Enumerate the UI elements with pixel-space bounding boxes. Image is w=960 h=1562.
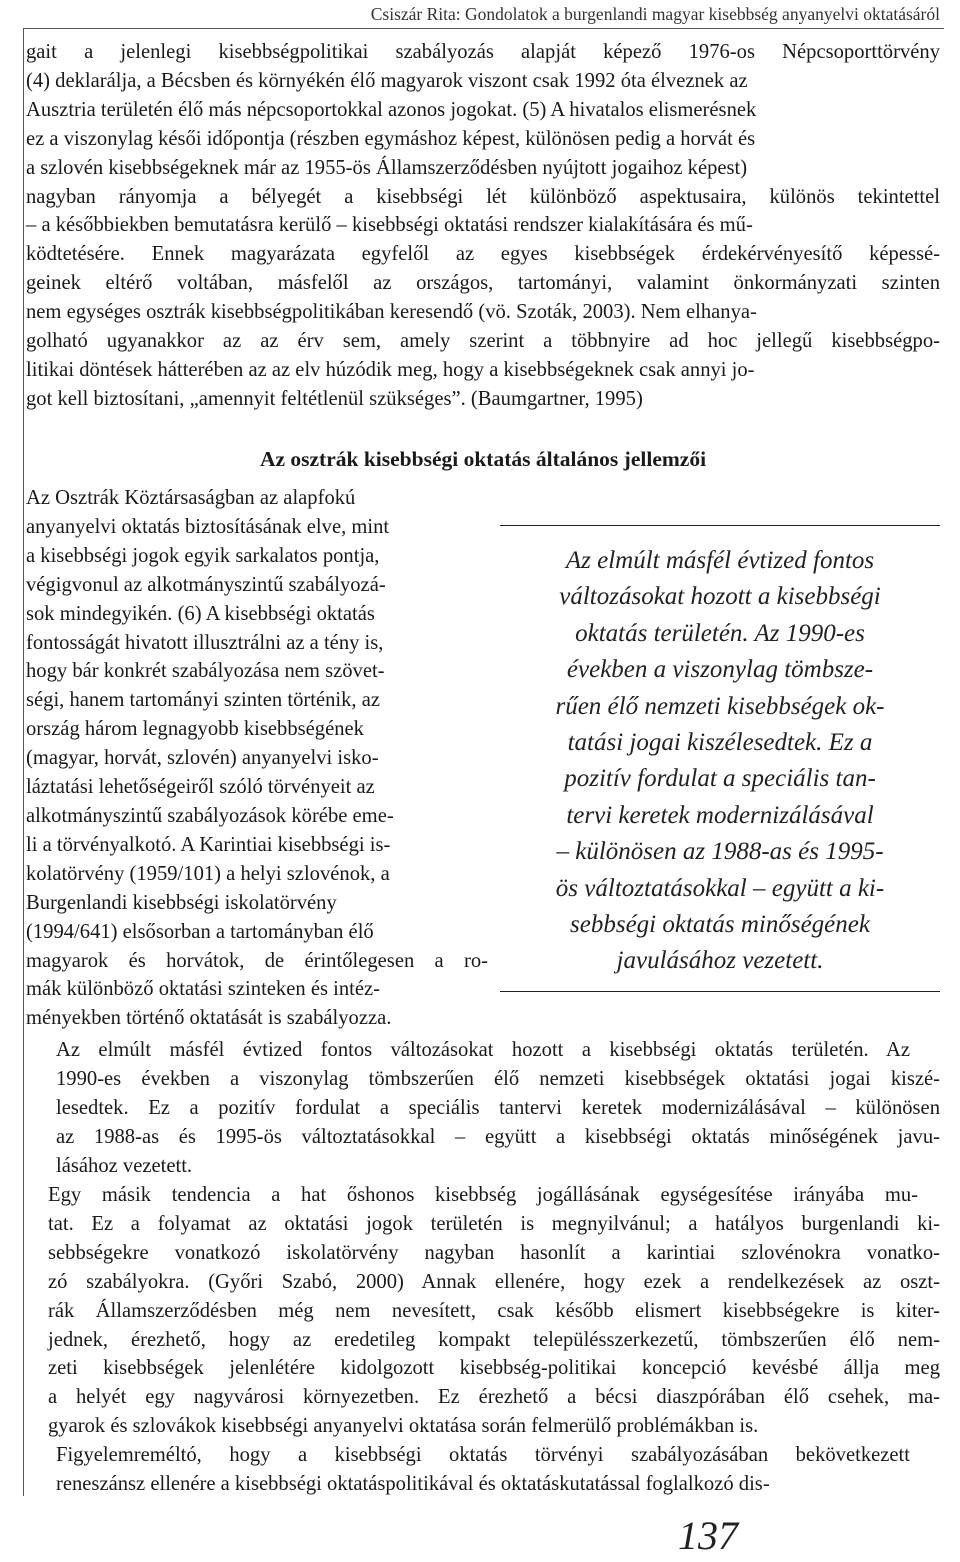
text-line: golható ugyanakkor az az érv sem, amely szerint a többnyire ad hoc jellegű kisebbségpo- [26,330,940,353]
text-line: a szlovén kisebbségeknek már az 1955-ös Államszerződésben nyújtott jogaihoz képest) [26,156,748,179]
paragraph-changes [26,1036,940,1181]
text-line: got kell biztosítani, „amennyit feltétlenül szükséges”. (Baumgartner, 1995) [26,387,643,410]
text-line: zeti kisebbségek jelenlétére kidolgozott kisebbség-politikai koncepció kevésbé állja meg [48,1357,940,1380]
text-line: rák Államszerződésben még nem nevesített, csak később elismert kisebbségekre is kiter- [48,1299,940,1322]
pull-quote-line: években a viszonylag tömbsze- [566,656,874,684]
header-rule [24,28,944,29]
text-line: nem egységes osztrák kisebbségpolitikában keresendő (vö. Szoták, 2003). Nem elhanya- [26,301,757,324]
pull-quote-line: pozitív fordulat a speciális tan- [564,765,876,793]
text-line: sebbségekre vonatkozó iskolatörvény nagyban hasonlít a karintiai szlovénokra vonatko- [48,1241,940,1264]
text-line: gait a jelenlegi kisebbségpolitikai szabályozás alapját képező 1976-os Népcsoporttörvény [26,41,940,63]
text-line: zó szabályokra. (Győri Szabó, 2000) Annak ellenére, hogy ezek a rendelkezések az oszt- [48,1270,940,1293]
text-line: Az elmúlt másfél évtized fontos változásokat hozott a kisebbségi oktatás területén. Az [56,1039,910,1061]
text-line: a helyét egy nagyvárosi környezetben. Ez érezhető a bécsi diaszpórában élő csehek, ma- [48,1386,940,1409]
text-line: ködtetésére. Ennek magyarázata egyfelől az egyes kisebbségek érdekérvényesítő képessé- [26,243,940,266]
text-line: reneszánsz ellenére a kisebbségi oktatáspolitikával és oktatáskutatással foglalkozó dis- [56,1472,770,1495]
text-line: li a törvényalkotó. A Karintiai kisebbségi is- [26,833,391,856]
column-paragraph [26,484,488,1033]
text-line: gyarok és szlovákok kisebbségi anyanyelvi oktatása során felmerülő problémákban is. [48,1415,759,1438]
pull-quote-box [500,525,940,991]
text-line: Burgenlandi kisebbségi iskolatörvény [26,891,337,914]
pull-quote-bottom-rule [500,991,940,992]
text-line: Ausztria területén élő más népcsoportokkal azonos jogokat. (5) A hivatalos elismerésnek [26,98,757,121]
text-line: kolatörvény (1959/101) a helyi szlovénok, a [26,862,390,885]
text-line: geinek eltérő voltában, másfelől az országos, tartományi, valamint önkormányzati szinten [26,272,940,295]
text-line: sok mindegyikén. (6) A kisebbségi oktatás [26,602,375,625]
text-line: 1990-es években a viszonylag tömbszerűen élő nemzeti kisebbségek oktatási jogai kiszé- [56,1067,940,1090]
pull-quote-line: Az elmúlt másfél évtized fontos [565,547,875,574]
text-line: mák különböző oktatási szinteken és intéz- [26,978,380,1001]
pull-quote-line: – különösen az 1988-as és 1995- [556,838,884,866]
running-title: Csiszár Rita: Gondolatok a burgenlandi magyar kisebbség anyanyelvi oktatásáról [370,4,940,24]
text-line: anyanyelvi oktatás biztosításának elve, mint [26,515,390,538]
pull-quote-top-rule [500,525,940,526]
text-line: magyarok és horvátok, de érintőlegesen a ro- [26,949,488,972]
paragraph-intro [26,38,940,414]
text-line: végigvonul az alkotmányszintű szabályozá- [26,573,386,596]
text-line: litikai döntések hátterében az az elv húzódik meg, hogy a kisebbségeknek csak annyi jo- [26,358,755,381]
paragraph-renaissance [26,1441,940,1499]
text-line: ségi, hanem tartományi szinten történik, az [26,689,380,712]
text-line: (1994/641) elsősorban a tartományban élő [26,920,374,943]
text-line: láztatási lehetőségeiről szóló törvényeit az [26,776,375,799]
pull-quote-line: ös változtatásokkal – együtt a ki- [555,874,885,902]
text-line: Az Osztrák Köztársaságban az alapfokú [26,487,356,509]
pull-quote-line: változásokat hozott a kisebbségi [559,583,881,611]
text-line: ország három legnagyobb kisebbségének [26,718,364,741]
text-line: lásához vezetett. [56,1154,193,1177]
text-line: jednek, érezhető, hogy az eredetileg kompakt településszerkezetű, tömbszerűen élő nem- [48,1328,940,1351]
pull-quote-line: oktatás területén. Az 1990-es [575,619,865,647]
text-line: – a későbbiekben bemutatásra kerülő – kisebbségi oktatási rendszer kialakítására és mű- [26,214,753,237]
pull-quote-line: sebbségi oktatás minőségének [570,911,870,939]
pull-quote [500,543,940,980]
text-line: ményekben történő oktatását is szabályozza. [26,1007,392,1030]
pull-quote-line: rűen élő nemzeti kisebbségek ok- [555,692,885,720]
text-line: lesedtek. Ez a pozitív fordulat a speciális tantervi keretek modernizálásával – különösen [56,1096,940,1119]
text-line: tat. Ez a folyamat az oktatási jogok területén is megnyilvánul; a hatályos burgenlandi ki- [48,1212,940,1235]
text-line: nagyban rányomja a bélyegét a kisebbségi lét különböző aspektusaira, különös tekintettel [26,185,940,208]
pull-quote-line: tervi keretek modernizálásával [566,801,874,829]
paragraph-tendency [26,1181,940,1441]
text-line: Figyelemreméltó, hogy a kisebbségi oktatás törvényi szabályozásában bekövetkezett [56,1444,910,1466]
text-line: alkotmányszintű szabályozások körébe eme- [26,804,394,827]
text-line: (4) deklarálja, a Bécsben és környékén élő magyarok viszont csak 1992 óta élveznek az [26,69,748,92]
text-line: (magyar, horvát, szlovén) anyanyelvi isko- [26,747,379,770]
text-line: az 1988-as és 1995-ös változtatásokkal – együtt a kisebbségi oktatás minőségének javu- [56,1125,940,1148]
text-line: fontosságát hivatott illusztrálni az a tény is, [26,631,384,654]
text-line: a kisebbségi jogok egyik sarkalatos pontja, [26,544,380,567]
margin-rule [23,28,24,1496]
section-heading: Az osztrák kisebbségi oktatás általános jellemzői [259,447,707,471]
page-number: 137 [678,1513,738,1558]
text-line: hogy bár konkrét szabályozása nem szövet- [26,660,385,683]
text-line: Egy másik tendencia a hat őshonos kisebbség jogállásának egységesítése irányába mu- [48,1184,918,1206]
text-line: ez a viszonylag késői időpontja (részben egymáshoz képest, különösen pedig a horvát és [26,127,756,150]
pull-quote-line: javulásához vezetett. [616,947,824,975]
pull-quote-line: tatási jogai kiszélesedtek. Ez a [567,729,873,757]
